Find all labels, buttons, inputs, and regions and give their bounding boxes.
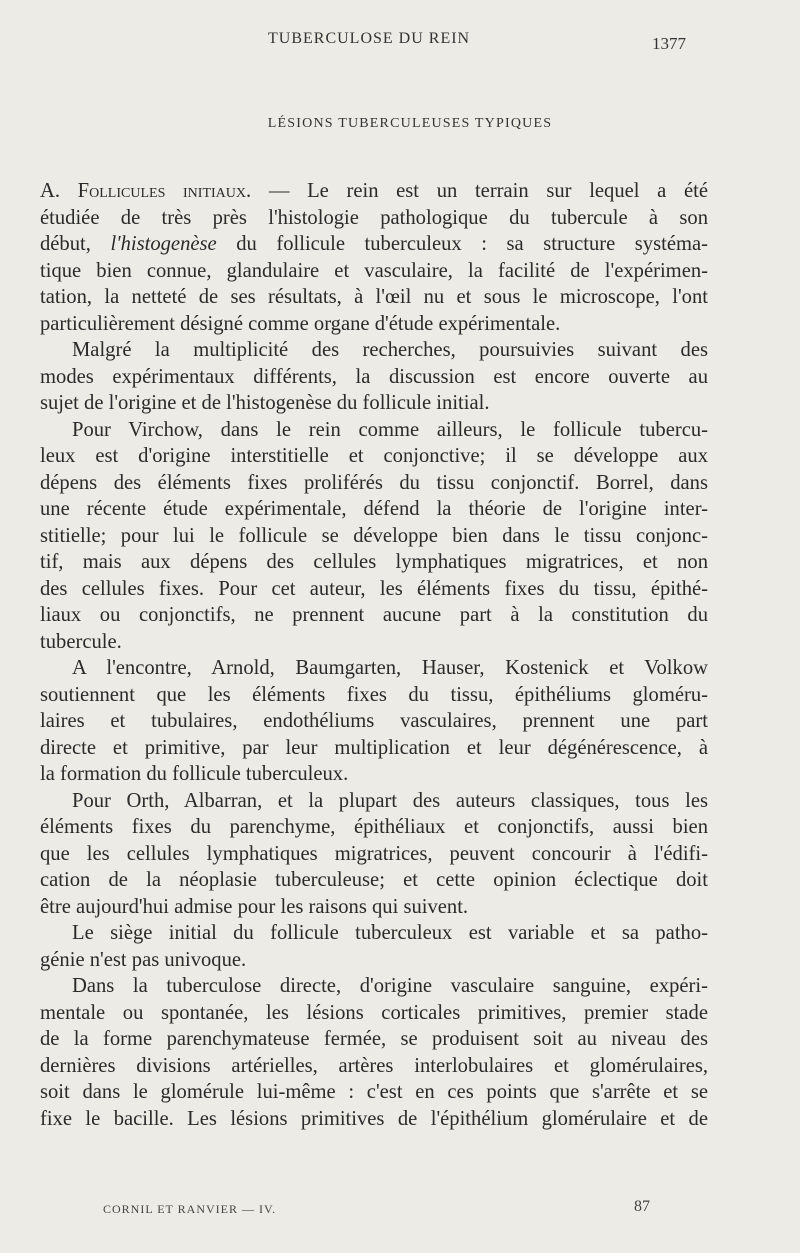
- text-line: Dans la tuberculose directe, d'origine vasculaire sanguine, expéri-: [72, 975, 708, 997]
- text-run: — Le rein est un terrain sur lequel a été: [251, 180, 708, 202]
- text-line: Pour Orth, Albarran, et la plupart des auteurs classiques, tous les: [72, 789, 708, 812]
- text-line: A l'encontre, Arnold, Baumgarten, Hauser, Kostenick et Volkow: [72, 657, 708, 679]
- text-line: tubercule.: [40, 630, 122, 653]
- text-line: être aujourd'hui admise pour les raisons qui suivent.: [40, 895, 469, 918]
- text-line: Malgré la multiplicité des recherches, poursuivies suivant des: [72, 339, 708, 361]
- text-line: leux est d'origine interstitielle et conjonctive; il se développe aux: [40, 445, 708, 467]
- text-line: sujet de l'origine et de l'histogenèse du follicule initial.: [40, 392, 490, 414]
- text-line: liaux ou conjonctifs, ne prennent aucune part à la constitution du: [40, 604, 708, 626]
- sheet-number: 87: [634, 1198, 650, 1215]
- signature-mark: CORNIL ET RANVIER — IV.: [103, 1202, 277, 1216]
- text-run: du follicule tuberculeux : sa structure systéma-: [216, 233, 708, 255]
- text-line: la formation du follicule tuberculeux.: [40, 763, 349, 785]
- text-line: dépens des éléments fixes proliférés du tissu conjonctif. Borrel, dans: [40, 471, 708, 494]
- text-run: début,: [40, 233, 111, 255]
- text-line: que les cellules lymphatiques migratrices, peuvent concourir à l'édifi-: [40, 842, 708, 865]
- page-number: 1377: [652, 34, 686, 53]
- text-line: directe et primitive, par leur multiplication et leur dégénérescence, à: [40, 736, 708, 759]
- running-head: [0, 26, 800, 56]
- text-line: [40, 178, 708, 205]
- text-line: cation de la néoplasie tuberculeuse; et cette opinion éclectique doit: [40, 869, 708, 891]
- text-line: tif, mais aux dépens des cellules lymphatiques migratrices, et non: [40, 551, 708, 573]
- italic-term: l'histogenèse: [110, 233, 217, 255]
- text-line: [40, 231, 708, 258]
- running-title: TUBERCULOSE DU REIN: [268, 30, 471, 47]
- text-line: de la forme parenchymateuse fermée, se produisent soit au niveau des: [40, 1028, 708, 1050]
- text-line: des cellules fixes. Pour cet auteur, les éléments fixes du tissu, épithé-: [40, 577, 708, 600]
- text-line: génie n'est pas univoque.: [40, 948, 247, 971]
- body-text: [40, 178, 708, 1132]
- paragraph-label: A. Follicules initiaux.: [40, 180, 252, 202]
- text-line: une récente étude expérimentale, défend la théorie de l'origine inter-: [40, 498, 708, 520]
- text-line: tique bien connue, glandulaire et vasculaire, la facilité de l'expérimen-: [40, 259, 708, 282]
- text-line: dernières divisions artérielles, artères interlobulaires et glomérulaires,: [40, 1054, 708, 1077]
- text-line: particulièrement désigné comme organe d'étude expérimentale.: [40, 312, 561, 335]
- text-line: modes expérimentaux différents, la discussion est encore ouverte au: [40, 365, 708, 388]
- text-line: fixe le bacille. Les lésions primitives de l'épithélium glomérulaire et de: [40, 1107, 708, 1130]
- text-line: éléments fixes du parenchyme, épithéliaux et conjonctifs, aussi bien: [40, 816, 708, 838]
- text-line: stitielle; pour lui le follicule se développe bien dans le tissu conjonc-: [40, 524, 708, 547]
- text-line: soit dans le glomérule lui-même : c'est en ces points que s'arrête et se: [40, 1081, 708, 1103]
- text-line: soutiennent que les éléments fixes du tissu, épithéliums gloméru-: [40, 683, 708, 706]
- text-line: Le siège initial du follicule tuberculeux est variable et sa patho-: [72, 922, 708, 944]
- text-line: mentale ou spontanée, les lésions corticales primitives, premier stade: [40, 1001, 708, 1024]
- section-heading: LÉSIONS TUBERCULEUSES TYPIQUES: [267, 116, 553, 131]
- text-line: étudiée de très près l'histologie pathologique du tubercule à son: [40, 206, 708, 229]
- text-line: Pour Virchow, dans le rein comme ailleurs, le follicule tubercu-: [72, 418, 708, 441]
- text-line: laires et tubulaires, endothéliums vasculaires, prennent une part: [40, 710, 708, 732]
- text-line: tation, la netteté de ses résultats, à l'œil nu et sous le microscope, l'ont: [40, 286, 708, 308]
- footer: [0, 1198, 800, 1222]
